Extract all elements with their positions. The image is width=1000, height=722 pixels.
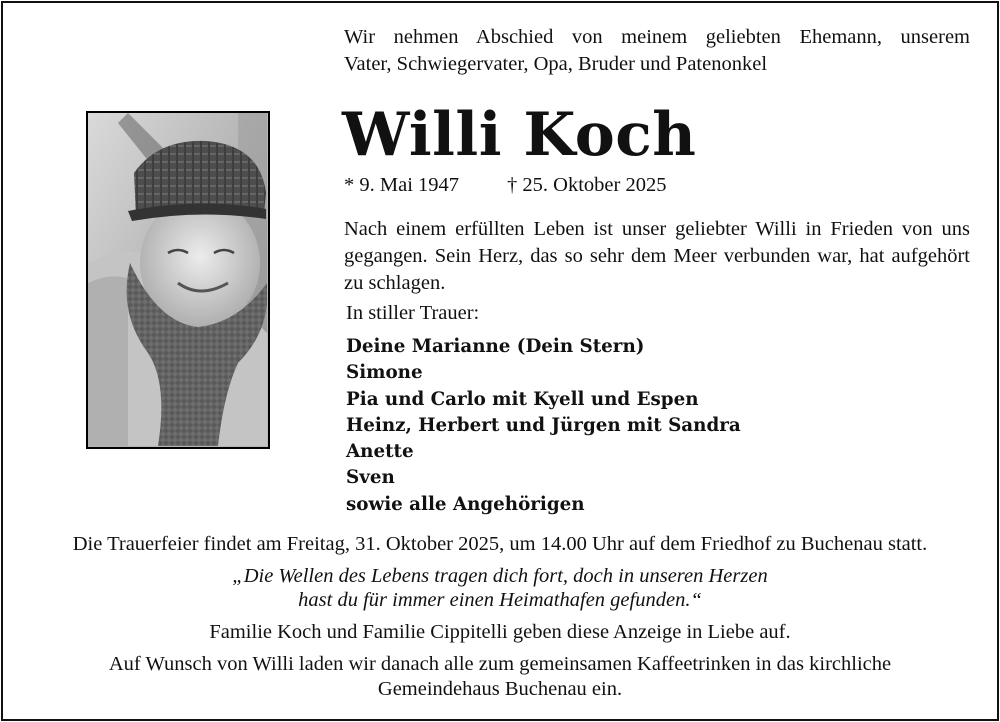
- mourner-item: Deine Marianne (Dein Stern): [346, 336, 645, 357]
- mourners-list: [346, 334, 741, 518]
- mourner-item: Sven: [346, 467, 395, 489]
- mourner-item: Heinz, Herbert und Jürgen mit Sandra: [346, 414, 741, 436]
- mourning-label: In stiller Trauer:: [346, 302, 480, 324]
- quote-line-2: hast du für immer einen Heimathafen gefunden.“: [298, 589, 702, 611]
- birth-date: * 9. Mai 1947: [344, 174, 460, 196]
- coffee-invitation: [0, 652, 1000, 702]
- memorial-quote: [0, 564, 1000, 612]
- deceased-name: Willi Koch: [342, 100, 697, 170]
- mourner-item: Anette: [346, 441, 414, 463]
- intro-line-2: Vater, Schwiegervater, Opa, Bruder und Patenonkel: [344, 53, 768, 75]
- quote-line-1: „Die Wellen des Lebens tragen dich fort, doch in unseren Herzen: [232, 565, 768, 587]
- life-dates: [344, 174, 666, 197]
- mourner-item: sowie alle Angehörigen: [346, 493, 585, 515]
- intro-line-1: Wir nehmen Abschied von meinem geliebten Ehemann, unserem: [344, 26, 970, 48]
- portrait-photo: [86, 111, 270, 449]
- ceremony-info: Die Trauerfeier findet am Freitag, 31. Oktober 2025, um 14.00 Uhr auf dem Friedhof zu Buchenau statt.: [72, 533, 928, 555]
- death-date: † 25. Oktober 2025: [507, 174, 667, 196]
- family-note: Familie Koch und Familie Cippitelli geben diese Anzeige in Liebe auf.: [209, 621, 791, 643]
- coffee-line-2: Gemeindehaus Buchenau ein.: [377, 678, 623, 700]
- obituary-text: Nach einem erfüllten Leben ist unser geliebter Willi in Frieden von uns gegangen. Sein Herz, das so sehr dem Meer verbunden war, hat aufgehört zu schlagen.: [344, 218, 970, 294]
- coffee-line-1: Auf Wunsch von Willi laden wir danach alle zum gemeinsamen Kaffeetrinken in das kirchliche: [108, 653, 892, 675]
- intro-text: [344, 24, 970, 78]
- mourner-item: Pia und Carlo mit Kyell und Espen: [346, 388, 699, 410]
- portrait-image: [88, 113, 267, 446]
- mourner-item: Simone: [346, 362, 423, 384]
